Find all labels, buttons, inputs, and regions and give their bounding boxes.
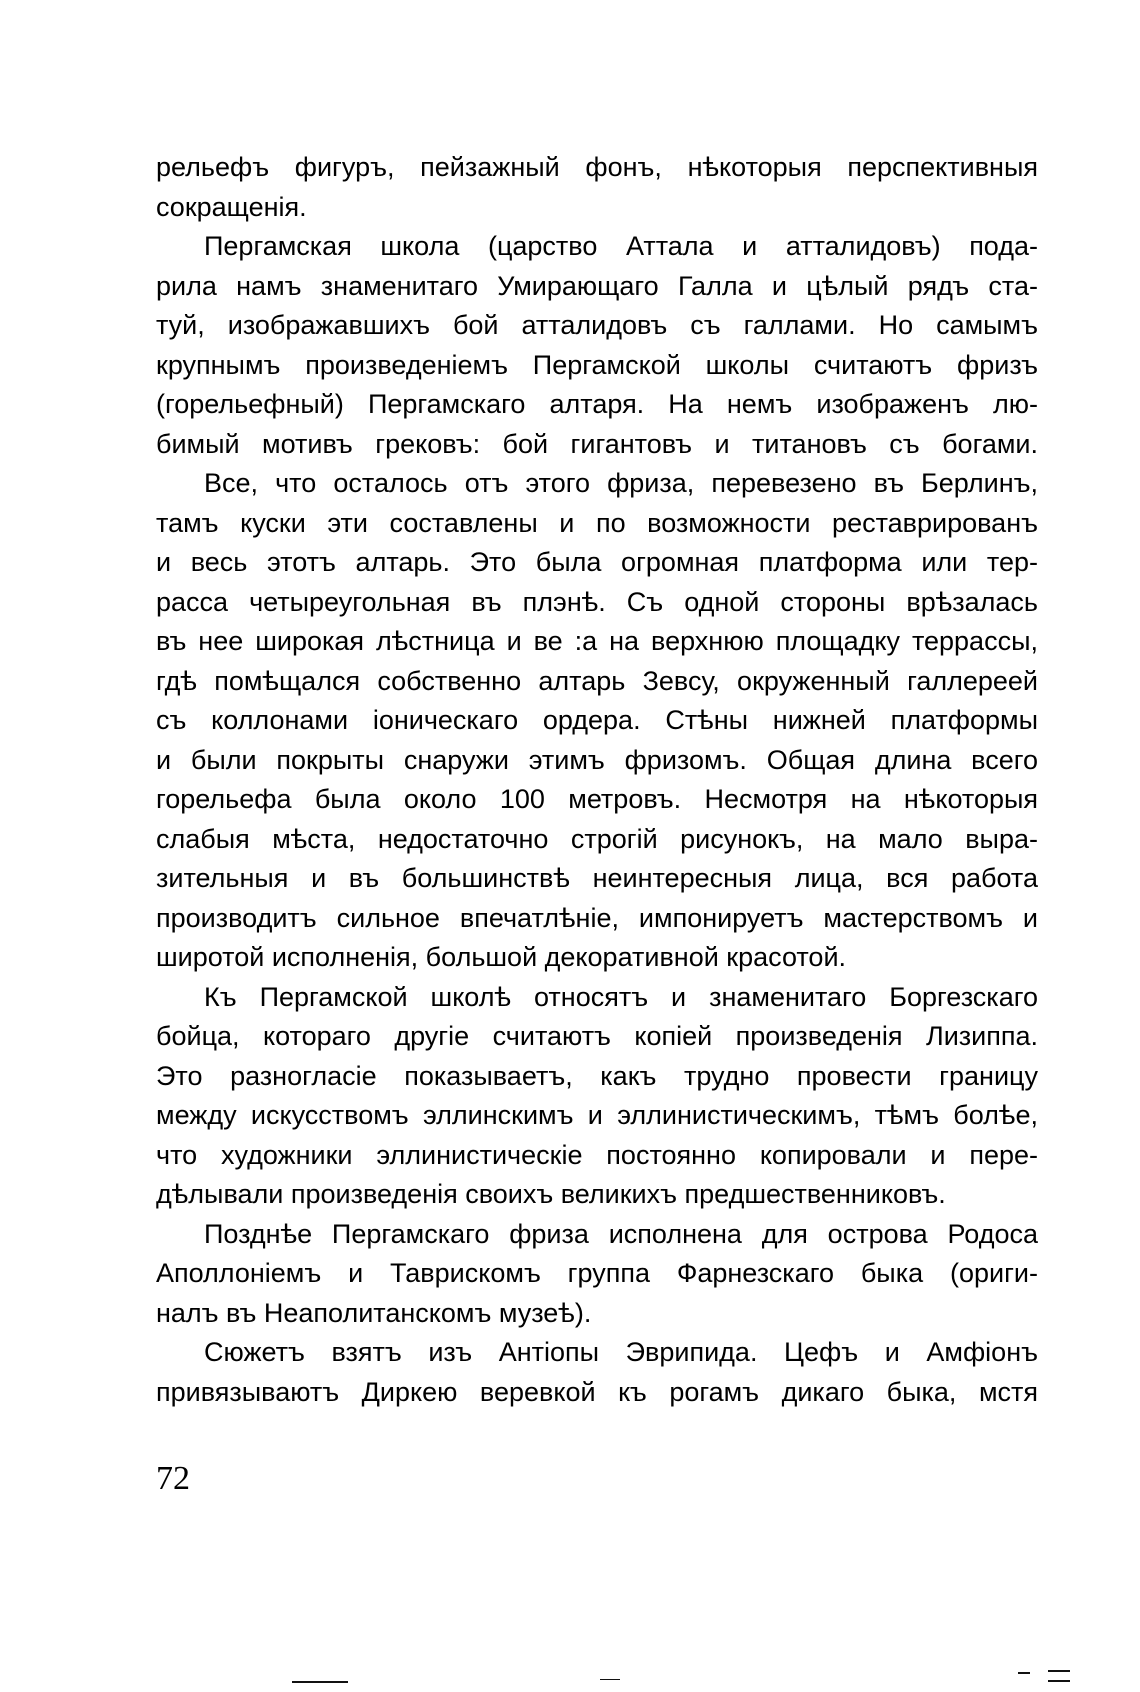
text-line: съ коллонами іоническаго ордера. Стѣны нижней платформы	[156, 705, 1038, 735]
text-line: что художники эллинистическіе постоянно копировали и пере-	[156, 1139, 1038, 1170]
text-line: расса четыреугольная въ плэнѣ. Съ одной стороны врѣзалась	[156, 586, 1038, 617]
scan-artifact	[1018, 1672, 1030, 1674]
text-line: Все, что осталось отъ этого фриза, перевезено въ Берлинъ,	[204, 468, 1038, 498]
text-line: туй, изображавшихъ бой атталидовъ съ галлами. Но самымъ	[156, 310, 1038, 340]
text-line: налъ въ Неаполитанскомъ музеѣ).	[156, 1297, 592, 1328]
paragraph	[156, 227, 1038, 464]
text-line: Позднѣе Пергамскаго фриза исполнена для острова Родоса	[204, 1218, 1038, 1249]
text-line: слабыя мѣста, недостаточно строгій рисунокъ, на мало выра-	[156, 823, 1038, 854]
text-line: и были покрыты снаружи этимъ фризомъ. Общая длина всего	[156, 744, 1038, 775]
text-line: Къ Пергамской школѣ относятъ и знаменитаго Боргезскаго	[204, 981, 1038, 1012]
scan-artifact	[1048, 1680, 1070, 1682]
text-line: дѣлывали произведенія своихъ великихъ предшественниковъ.	[156, 1179, 946, 1209]
paragraph	[156, 148, 1038, 227]
text-line: привязываютъ Диркею веревкой къ рогамъ дикаго быка, мстя	[156, 1376, 1038, 1407]
text-line: производитъ сильное впечатлѣніе, импонируетъ мастерствомъ и	[156, 902, 1038, 933]
paragraph	[156, 1215, 1038, 1334]
text-line: горельефа была около 100 метровъ. Несмотря на нѣкоторыя	[156, 784, 1038, 814]
text-line: сокращенія.	[156, 191, 307, 222]
text-line: и весь этотъ алтарь. Это была огромная платформа или тер-	[156, 547, 1038, 577]
text-line: гдѣ помѣщался собственно алтарь Зевсу, окруженный галлереей	[156, 665, 1038, 696]
text-line: широтой исполненія, большой декоративной красотой.	[156, 942, 847, 972]
page-body	[156, 148, 1038, 1412]
text-line: зительныя и въ большинствѣ неинтересныя лица, вся работа	[156, 863, 1038, 893]
text-line: тамъ куски эти составлены и по возможности реставрированъ	[156, 507, 1038, 538]
paragraph	[156, 978, 1038, 1215]
text-line: Аполлоніемъ и Таврискомъ группа Фарнезскаго быка (ориги-	[156, 1258, 1038, 1288]
scan-artifact	[292, 1681, 348, 1683]
text-line: рельефъ фигуръ, пейзажный фонъ, нѣкоторыя перспективныя	[156, 152, 1038, 182]
text-line: бойца, котораго другіе считаютъ копіей произведенія Лизиппа.	[156, 1021, 1038, 1051]
paragraph	[156, 1333, 1038, 1412]
text-line: Пергамская школа (царство Аттала и атталидовъ) пода-	[204, 231, 1038, 261]
text-line: бимый мотивъ грековъ: бой гигантовъ и титановъ съ богами.	[156, 428, 1038, 459]
text-line: Сюжетъ взятъ изъ Антіопы Эврипида. Цефъ и Амфіонъ	[204, 1337, 1038, 1367]
text-line: крупнымъ произведеніемъ Пергамской школы считаютъ фризъ	[156, 349, 1038, 380]
text-line: между искусствомъ эллинскимъ и эллинистическимъ, тѣмъ болѣе,	[156, 1100, 1038, 1130]
scan-artifact	[600, 1679, 620, 1680]
scan-artifact	[1048, 1670, 1070, 1672]
text-line: въ нее широкая лѣстница и ве :а на верхнюю площадку террассы,	[156, 626, 1038, 656]
page-number: 72	[156, 1460, 190, 1497]
text-line: (горельефный) Пергамскаго алтаря. На немъ изображенъ лю-	[156, 389, 1038, 419]
paragraph	[156, 464, 1038, 978]
text-line: Это разногласіе показываетъ, какъ трудно провести границу	[156, 1060, 1038, 1091]
text-line: рила намъ знаменитаго Умирающаго Галла и цѣлый рядъ ста-	[156, 270, 1038, 301]
